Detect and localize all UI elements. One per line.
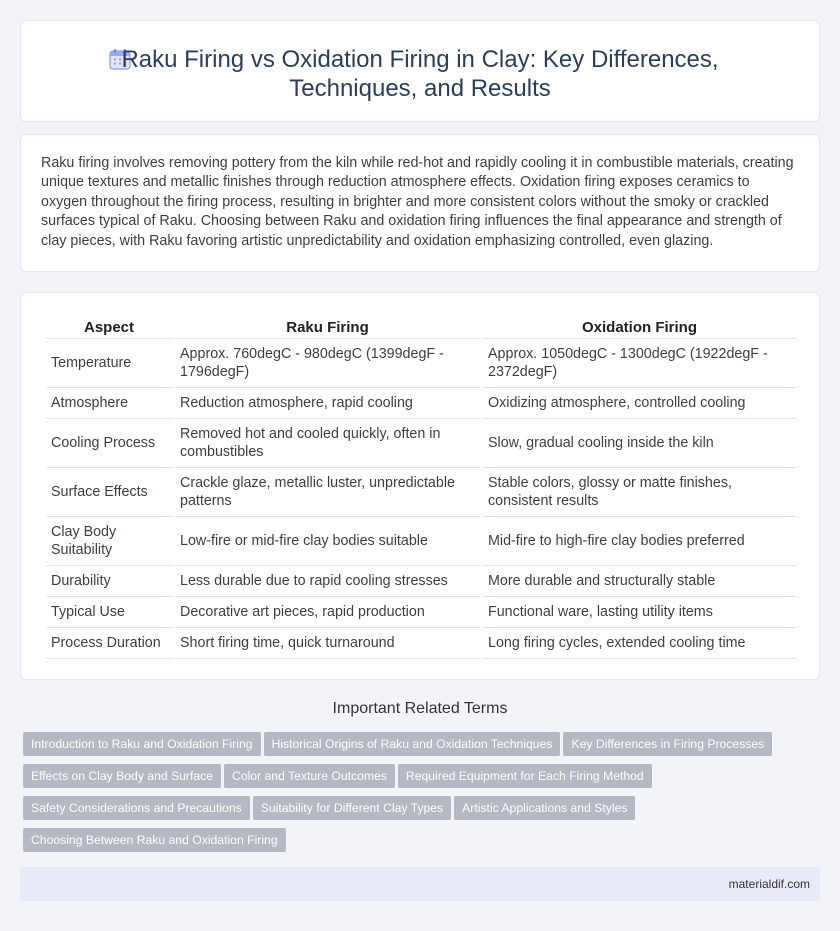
cell-oxidation: More durable and structurally stable <box>483 566 796 597</box>
cell-aspect: Durability <box>46 566 172 597</box>
related-terms-heading: Important Related Terms <box>332 700 508 717</box>
intro-card <box>20 134 820 272</box>
table-row <box>46 517 796 566</box>
cell-raku: Low-fire or mid-fire clay bodies suitable <box>175 517 480 566</box>
related-term-tag[interactable]: Historical Origins of Raku and Oxidation Techniques <box>264 732 561 756</box>
related-term-tag[interactable]: Required Equipment for Each Firing Method <box>398 764 652 788</box>
table-row <box>46 388 796 419</box>
table-row <box>46 628 796 659</box>
cell-oxidation: Oxidizing atmosphere, controlled cooling <box>483 388 796 419</box>
related-term-tag[interactable]: Effects on Clay Body and Surface <box>23 764 221 788</box>
cell-aspect: Clay Body Suitability <box>46 517 172 566</box>
table-row <box>46 419 796 468</box>
cell-oxidation: Slow, gradual cooling inside the kiln <box>483 419 796 468</box>
cell-aspect: Surface Effects <box>46 468 172 517</box>
related-term-tag[interactable]: Key Differences in Firing Processes <box>563 732 772 756</box>
cell-raku: Less durable due to rapid cooling stresses <box>175 566 480 597</box>
related-term-tag[interactable]: Introduction to Raku and Oxidation Firing <box>23 732 261 756</box>
table-row <box>46 468 796 517</box>
related-terms-list <box>23 732 813 860</box>
cell-raku: Decorative art pieces, rapid production <box>175 597 480 628</box>
related-term-tag[interactable]: Color and Texture Outcomes <box>224 764 395 788</box>
related-term-tag[interactable]: Artistic Applications and Styles <box>454 796 635 820</box>
cell-raku: Reduction atmosphere, rapid cooling <box>175 388 480 419</box>
cell-oxidation: Approx. 1050degC - 1300degC (1922degF - 2372degF) <box>483 339 796 388</box>
table-row <box>46 597 796 628</box>
cell-raku: Short firing time, quick turnaround <box>175 628 480 659</box>
cell-aspect: Process Duration <box>46 628 172 659</box>
cell-oxidation: Stable colors, glossy or matte finishes, consistent results <box>483 468 796 517</box>
cell-raku: Crackle glaze, metallic luster, unpredictable patterns <box>175 468 480 517</box>
related-term-tag[interactable]: Safety Considerations and Precautions <box>23 796 250 820</box>
page-title-line1: Raku Firing vs Oxidation Firing in Clay: Key Differences, <box>121 46 719 73</box>
comparison-table <box>43 315 799 659</box>
footer-site-link[interactable]: materialdif.com <box>728 877 810 891</box>
title-card <box>20 20 820 122</box>
header-raku: Raku Firing <box>175 315 480 339</box>
table-row <box>46 339 796 388</box>
cell-raku: Removed hot and cooled quickly, often in combustibles <box>175 419 480 468</box>
related-term-tag[interactable]: Choosing Between Raku and Oxidation Firing <box>23 828 286 852</box>
comparison-table-card <box>20 292 820 680</box>
cell-raku: Approx. 760degC - 980degC (1399degF - 1796degF) <box>175 339 480 388</box>
cell-oxidation: Mid-fire to high-fire clay bodies preferred <box>483 517 796 566</box>
header-oxidation: Oxidation Firing <box>483 315 796 339</box>
page-title-line2: Techniques, and Results <box>289 75 551 102</box>
table-header-row <box>46 315 796 339</box>
cell-oxidation: Functional ware, lasting utility items <box>483 597 796 628</box>
cell-aspect: Atmosphere <box>46 388 172 419</box>
related-term-tag[interactable]: Suitability for Different Clay Types <box>253 796 451 820</box>
cell-aspect: Typical Use <box>46 597 172 628</box>
cell-aspect: Cooling Process <box>46 419 172 468</box>
intro-paragraph: Raku firing involves removing pottery from the kiln while red-hot and rapidly cooling it in combustible materials, creating unique textures and metallic finishes through reduction atmosphere effects. Oxidation firing exposes ceramics to oxygen throughout the firing process, resulting in brighter and more consistent colors without the smoky or crackled surfaces typical of Raku. Choosing between Raku and oxidation firing influences the final appearance and strength of clay pieces, with Raku favoring artistic unpredictability and oxidation emphasizing controlled, even glazing. <box>41 155 794 249</box>
table-row <box>46 566 796 597</box>
cell-oxidation: Long firing cycles, extended cooling time <box>483 628 796 659</box>
cell-aspect: Temperature <box>46 339 172 388</box>
footer-bar <box>20 867 820 901</box>
page-title <box>21 45 819 103</box>
header-aspect: Aspect <box>46 315 172 339</box>
